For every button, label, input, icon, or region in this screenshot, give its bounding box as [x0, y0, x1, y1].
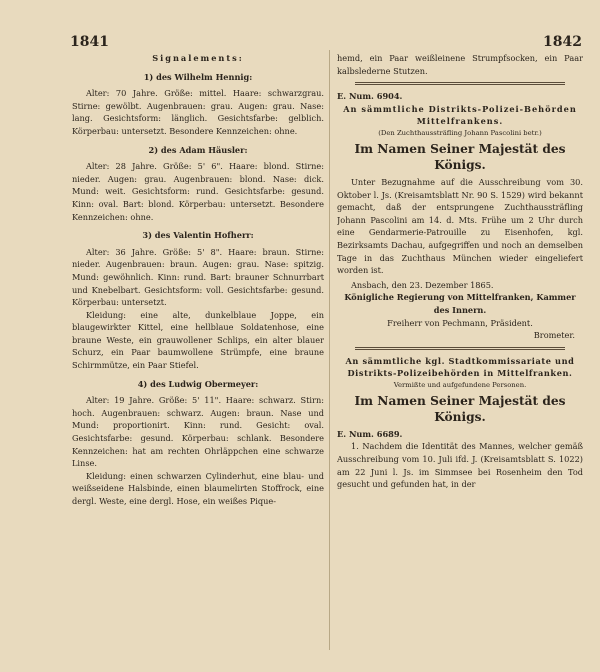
person-3-title: 3) des Valentin Hofherr:	[142, 230, 254, 241]
page-number-right: 1842	[543, 34, 582, 50]
person-2-title: 2) des Adam Häusler:	[148, 144, 248, 155]
signatory-2: Brometer.	[533, 330, 575, 341]
section-rule-2	[355, 347, 565, 350]
notice-number-2: E. Num. 6689.	[337, 428, 403, 439]
subject-2: Vermißte und aufgefundene Personen.	[393, 380, 527, 389]
person-4-description: Alter: 19 Jahre. Größe: 5' 11". Haare: schwarz. Stirn: hoch. Augenbrauen: schwarz. Augen: braun. Nase und Mund: proportionirt. Kinn: rund. Gesicht: oval. Gesichtsfarbe: gesund. Körperbau: schlank. Besondere Kennzeichen: hat am rechten Ohrläppchen eine schwarze Linse.	[72, 395, 324, 469]
notice-body-1: Unter Bezugnahme auf die Ausschreibung vom 30. Oktober l. Js. (Kreisamtsblatt Nr. 90 S. 1529) wird bekannt gemacht, daß der entsprungene Zuchthaussträfling Johann Pascolini am 14. d. Mts. Frühe um 2 Uhr durch eine Gendarmerie-Patrouille zu Eisenhofen, kgl. Bezirksamts Dachau, aufgegriffen und noch an demselben Tage in das Zuchthaus München wieder eingeliefert worden ist.	[337, 176, 583, 276]
person-3-description: Alter: 36 Jahre. Größe: 5' 8". Haare: braun. Stirne: nieder. Augenbrauen: braun. Augen: grau. Nase: spitzig. Mund: gewöhnlich. Kinn: rund. Bart: brauner Schnurrbart und Knebelbart. Gesichtsform: voll. Gesichtsfarbe: gesund. Körperbau: untersetzt.	[72, 246, 324, 308]
person-1-description: Alter: 70 Jahre. Größe: mittel. Haare: schwarzgrau. Stirne: gewölbt. Augenbrauen: grau. Augen: grau. Nase: lang. Gesichtsform: länglich. Gesichtsfarbe: gelblich. Körperbau: untersetzt. Besondere Kennzeichen: ohne.	[72, 88, 324, 136]
person-4-title: 4) des Ludwig Obermeyer:	[137, 378, 259, 389]
column-divider	[329, 50, 330, 650]
page-number-left: 1841	[70, 34, 109, 50]
continued-clothing: hemd, ein Paar weißleinene Strumpfsocken, ein Paar kalbslederne Stutzen.	[337, 53, 583, 76]
notice-body-2: 1. Nachdem die Identität des Mannes, welcher gemäß Ausschreibung vom 10. Juli ifd. J. (Kreisamtsblatt S. 1022) am 22 Juni l. Js. im Simmsee bei Rosenheim den Tod gesucht und gefunden hat, in der	[337, 441, 583, 490]
authority-1: Königliche Regierung von Mittelfranken, Kammer des Innern.	[344, 292, 576, 315]
signalements-header: Signalements:	[152, 53, 244, 63]
subject-1: (Den Zuchthaussträfling Johann Pascolini betr.)	[378, 128, 542, 137]
person-1-title: 1) des Wilhelm Hennig:	[143, 71, 253, 82]
person-3-clothing: Kleidung: eine alte, dunkelblaue Joppe, ein blaugewirkter Kittel, eine hellblaue Soldatenhose, eine braune Weste, ein grauwollener Schlips, ein alter blauer Schurz, ein Paar baumwollene Strümpfe, eine braune Schirmmütze, ein Paar Stiefel.	[72, 309, 324, 371]
person-4-clothing: Kleidung: einen schwarzen Cylinderhut, eine blau- und weißseidene Halsbinde, einen blaumelirten Stoffrock, eine dergl. Weste, eine dergl. Hose, ein weißes Pique-	[72, 470, 324, 506]
section-rule	[355, 82, 565, 85]
right-column	[337, 52, 583, 662]
signatory-1: Freiherr von Pechmann, Präsident.	[387, 317, 533, 328]
addressee-1: An sämmtliche Distrikts-Polizei-Behörden Mittelfrankens.	[343, 103, 577, 127]
person-2-description: Alter: 28 Jahre. Größe: 5' 6". Haare: blond. Stirne: nieder. Augen: grau. Augenbrauen: blond. Nase: dick. Mund: weit. Gesichtsform: rund. Gesichtsfarbe: gesund. Kinn: oval. Bart: blond. Körperbau: untersetzt. Besondere Kennzeichen: ohne.	[72, 161, 324, 222]
notice-date-1: Ansbach, den 23. Dezember 1865.	[351, 279, 494, 290]
royal-heading-2: Im Namen Seiner Majestät des Königs.	[354, 393, 566, 424]
left-column	[72, 52, 324, 662]
notice-number-1: E. Num. 6904.	[337, 91, 403, 102]
royal-heading-1: Im Namen Seiner Majestät des Königs.	[354, 141, 566, 172]
addressee-2: An sämmtliche kgl. Stadtkommissariate und Distrikts-Polizeibehörden in Mittelfranken.	[345, 355, 575, 379]
